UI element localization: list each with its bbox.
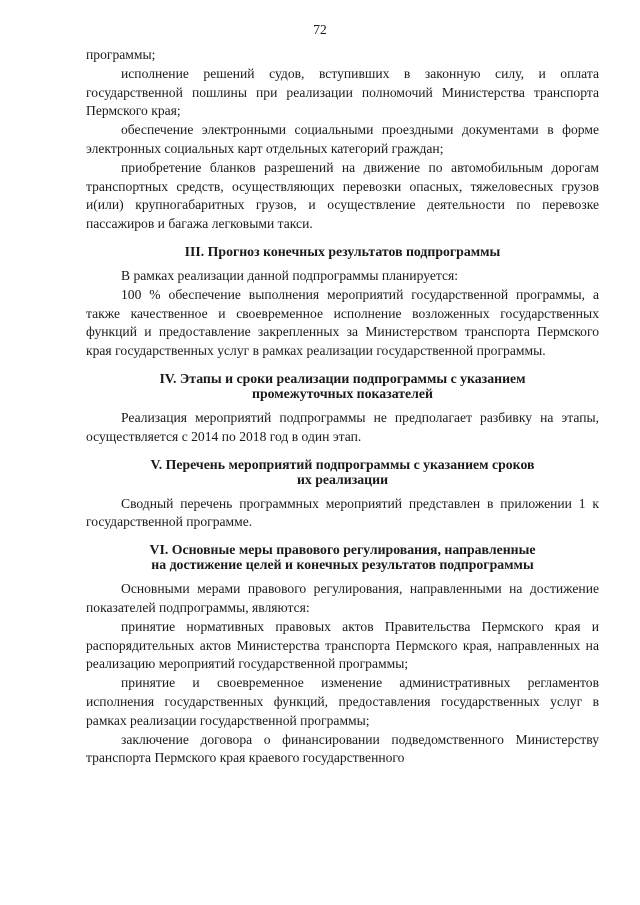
section-6-regulations: принятие и своевременное изменение административных регламентов исполнения государственных функций, предоставления государственных услуг в рамках реализации государственной программы; (86, 675, 599, 728)
section-3-intro: В рамках реализации данной подпрограммы планируется: (121, 267, 459, 283)
paragraph-permit-forms: приобретение бланков разрешений на движение по автомобильным дорогам транспортных средств, осуществляющих перевозки опасных, тяжеловесных грузов и(или) крупногабаритных грузов, и осуществление деятельности по перевозке пассажиров и багажа легковыми такси. (86, 159, 599, 232)
section-4-body: Реализация мероприятий подпрограммы не предполагает разбивку на этапы, осуществляется с 2014 по 2018 год в один этап. (86, 409, 599, 444)
section-5-body: Сводный перечень программных мероприятий представлен в приложении 1 к государственной программе. (86, 495, 599, 530)
section-6-intro: Основными мерами правового регулирования, направленными на достижение показателей подпрограммы, являются: (86, 581, 599, 615)
section-6-heading-line2: на достижение целей и конечных результатов подпрограммы (151, 557, 534, 573)
paragraph-programs-end: программы; (86, 47, 156, 62)
paragraph-social-cards: обеспечение электронными социальными проездными документами в форме электронных социальных карт отдельных категорий граждан; (86, 122, 599, 156)
section-4-heading-line2: промежуточных показателей (252, 385, 433, 401)
section-3-heading: III. Прогноз конечных результатов подпрограммы (184, 243, 501, 259)
section-5-heading-line2: их реализации (296, 471, 389, 487)
section-4-heading (86, 371, 599, 401)
paragraph-court-decisions: исполнение решений судов, вступивших в законную силу, и оплата государственной пошлины при реализации полномочий Министерства транспорта Пермского края; (86, 65, 599, 119)
page-number: 72 (313, 22, 327, 37)
section-6-legal-acts: принятие нормативных правовых актов Правительства Пермского края и распорядительных актов Министерства транспорта Пермского края, направленных на реализацию мероприятий государственной программы; (86, 618, 599, 672)
section-5-heading-line1: V. Перечень мероприятий подпрограммы с указанием сроков (150, 456, 535, 472)
section-6-heading (86, 542, 599, 572)
section-4-heading-line1: IV. Этапы и сроки реализации подпрограммы с указанием (159, 370, 526, 386)
document-body (86, 46, 599, 768)
section-6-contract: заключение договора о финансировании подведомственного Министерству транспорта Пермского края краевого государственного (86, 731, 599, 766)
section-3-body: 100 % обеспечение выполнения мероприятий государственной программы, а также качественное и своевременное исполнение возложенных государственных функций и предоставление закрепленных за Министерством транспорта Пермского края государственных услуг в рамках реализации государственной программы. (86, 286, 599, 359)
section-6-heading-line1: VI. Основные меры правового регулирования, направленные (149, 542, 536, 558)
section-5-heading (86, 457, 599, 487)
